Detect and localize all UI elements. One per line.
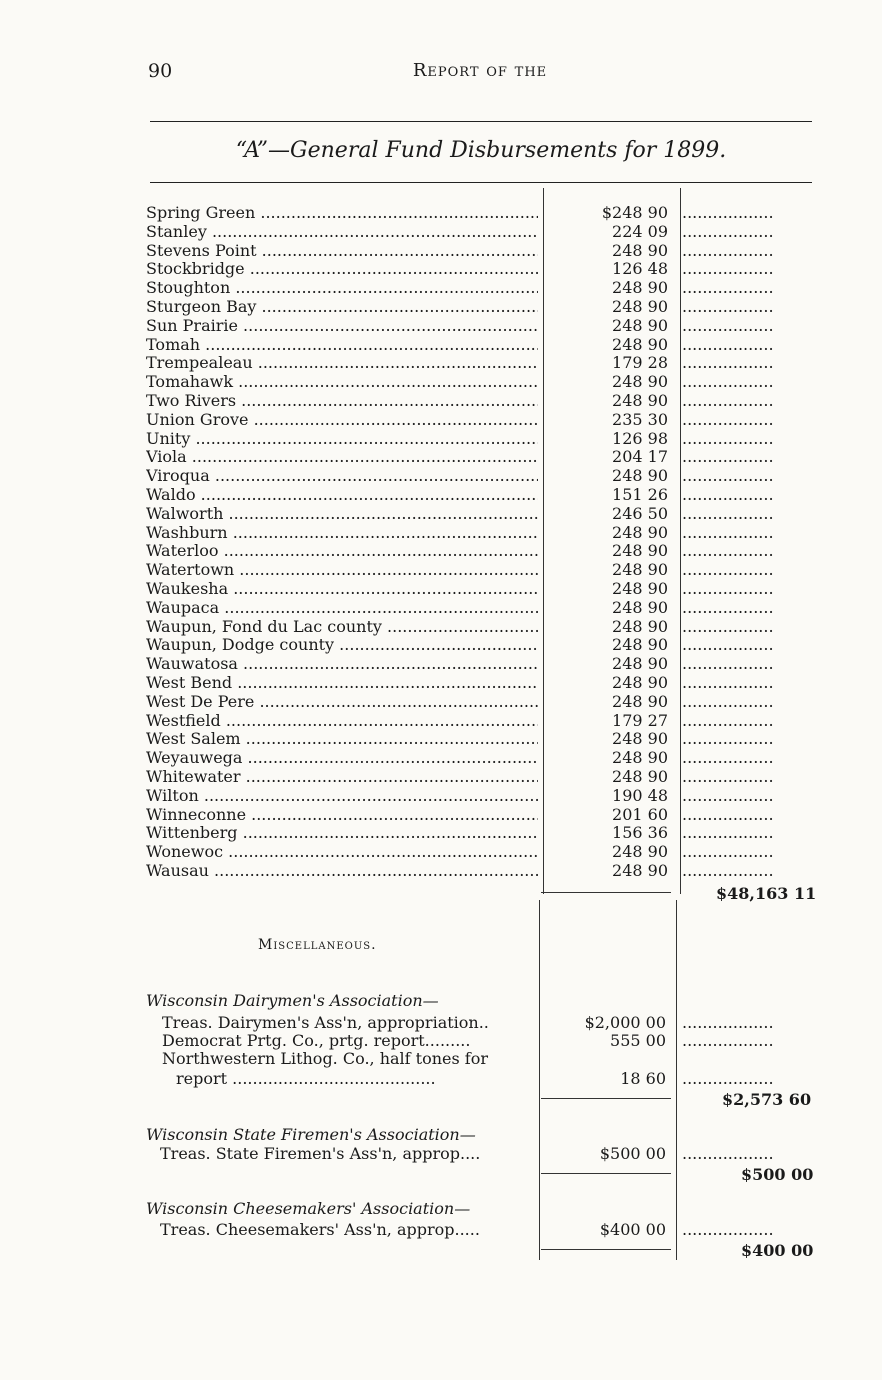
dairymen-filler-2: .................. [682,1031,774,1050]
cheesemakers-total: $400 00 [741,1241,814,1260]
table-row [146,824,816,843]
total-column-filler: .................. [682,241,774,260]
firemen-item: Treas. State Firemen's Ass'n, approp.... [160,1144,481,1163]
total-column-filler: .................. [682,504,774,523]
table-row [146,373,816,392]
total-column-filler: .................. [682,711,774,730]
cheesemakers-item: Treas. Cheesemakers' Ass'n, approp..... [160,1220,480,1239]
town-name: Wonewoc ..... [146,843,538,862]
page-number: 90 [148,60,173,82]
title-rule [150,182,812,183]
town-name: Westfield ..... [146,712,538,731]
table-row [146,730,816,749]
town-amount: 246 50 [612,503,668,523]
total-column-filler: .................. [682,523,774,542]
total-column-filler: .................. [682,579,774,598]
table-row [146,636,816,655]
town-amount: 201 60 [612,804,668,824]
town-name: Winneconne ..... [146,806,538,825]
town-name: Wausau ..... [146,862,538,881]
town-amount: 248 90 [612,860,668,880]
dairymen-amount-2: 555 00 [610,1031,666,1050]
miscellaneous-heading: Miscellaneous. [258,937,377,953]
total-column-filler: .................. [682,617,774,636]
total-column-filler: .................. [682,373,774,392]
town-name: West De Pere ..... [146,693,538,712]
dairymen-item-3: Northwestern Lithog. Co., half tones for [162,1049,489,1068]
firemen-heading: Wisconsin State Firemen's Association— [146,1125,476,1144]
table-row [146,674,816,693]
total-column-filler: .................. [682,335,774,354]
firemen-total: $500 00 [741,1165,814,1184]
cheesemakers-subtotal-rule [541,1249,671,1250]
table-row [146,317,816,336]
total-column-filler: .................. [682,561,774,580]
town-amount: 248 90 [612,616,668,636]
town-name: Tomah ..... [146,336,538,355]
town-amount: 248 90 [612,748,668,768]
town-name: Stevens Point ..... [146,242,538,261]
town-name: Two Rivers ..... [146,392,538,411]
town-name: Unity ..... [146,430,538,449]
town-amount: 248 90 [612,541,668,561]
table-row [146,505,816,524]
cheesemakers-amount: $400 00 [599,1220,666,1239]
town-amount: 248 90 [612,560,668,580]
disbursement-rows [146,204,816,881]
town-amount: 248 90 [612,691,668,711]
total-column-filler: .................. [682,824,774,843]
top-rule [150,121,812,122]
total-column-filler: .................. [682,297,774,316]
table-row [146,467,816,486]
town-amount: 248 90 [612,466,668,486]
town-amount: 224 09 [612,221,668,241]
dairymen-total: $2,573 60 [722,1090,812,1109]
town-amount: 248 90 [612,315,668,335]
firemen-amount: $500 00 [599,1144,666,1163]
cheesemakers-filler: .................. [682,1220,774,1239]
town-name: West Bend ..... [146,674,538,693]
town-name: Wittenberg ..... [146,824,538,843]
town-amount: 235 30 [612,409,668,429]
total-column-filler: .................. [682,786,774,805]
firemen-filler: .................. [682,1144,774,1163]
town-name: Tomahawk ..... [146,373,538,392]
subtotal-rule [541,892,671,893]
town-name: Whitewater ..... [146,768,538,787]
total-column-filler: .................. [682,542,774,561]
town-amount: 248 90 [612,672,668,692]
table-row [146,279,816,298]
table-row [146,411,816,430]
dairymen-subtotal-rule [541,1098,671,1099]
total-column-filler: .................. [682,805,774,824]
town-name: Washburn ..... [146,524,538,543]
table-row [146,542,816,561]
firemen-subtotal-rule [541,1173,671,1174]
table-row [146,430,816,449]
town-name: West Salem ..... [146,730,538,749]
dairymen-heading: Wisconsin Dairymen's Association— [146,991,439,1010]
town-name: Wauwatosa ..... [146,655,538,674]
dairymen-item-1: Treas. Dairymen's Ass'n, appropriation.. [162,1013,489,1032]
town-name: Wilton ..... [146,787,538,806]
total-column-filler: .................. [682,467,774,486]
table-row [146,298,816,317]
table-row [146,862,816,881]
total-column-filler: .................. [682,410,774,429]
town-name: Stoughton ..... [146,279,538,298]
table-row [146,768,816,787]
town-amount: 248 90 [612,578,668,598]
town-name: Viroqua ..... [146,467,538,486]
town-amount: 248 90 [612,334,668,354]
total-column-filler: .................. [682,673,774,692]
town-name: Waupaca ..... [146,599,538,618]
total-column-filler: .................. [682,636,774,655]
town-amount: 179 28 [612,353,668,373]
town-name: Sun Prairie ..... [146,317,538,336]
town-amount: 248 90 [612,522,668,542]
total-column-filler: .................. [682,279,774,298]
total-column-filler: .................. [682,655,774,674]
table-row [146,242,816,261]
town-name: Spring Green ..... [146,204,538,223]
table-row [146,806,816,825]
town-name: Watertown ..... [146,561,538,580]
table-row [146,693,816,712]
dairymen-item-2: Democrat Prtg. Co., prtg. report......... [162,1031,471,1050]
town-name: Waupun, Dodge county ..... [146,636,538,655]
column-rule-2-lower [676,900,677,1260]
total-column-filler: .................. [682,204,774,222]
total-column-filler: .................. [682,843,774,862]
table-row [146,336,816,355]
town-amount: 248 90 [612,766,668,786]
table-row [146,599,816,618]
table-row [146,561,816,580]
table-row [146,712,816,731]
town-name: Viola ..... [146,448,538,467]
total-column-filler: .................. [682,448,774,467]
town-name: Weyauwega ..... [146,749,538,768]
town-name: Stanley ..... [146,223,538,242]
dairymen-filler-1: .................. [682,1013,774,1032]
town-amount: 248 90 [612,729,668,749]
town-name: Stockbridge ..... [146,260,538,279]
total-column-filler: .................. [682,730,774,749]
town-amount: 248 90 [612,390,668,410]
town-name: Walworth ..... [146,505,538,524]
town-amount: 126 48 [612,259,668,279]
town-name: Union Grove ..... [146,411,538,430]
town-amount: 248 90 [612,372,668,392]
total-column-filler: .................. [682,749,774,768]
total-column-filler: .................. [682,429,774,448]
town-amount: 248 90 [612,635,668,655]
total-column-filler: .................. [682,767,774,786]
dairymen-filler-4: .................. [682,1069,774,1088]
table-row [146,448,816,467]
town-amount: 126 98 [612,428,668,448]
table-row [146,655,816,674]
total-column-filler: .................. [682,485,774,504]
town-name: Trempealeau ..... [146,354,538,373]
dairymen-amount-1: $2,000 00 [584,1013,666,1032]
town-name: Waukesha ..... [146,580,538,599]
town-amount: 190 48 [612,785,668,805]
table-row [146,260,816,279]
running-title: Report of the [412,60,548,81]
town-amount: 248 90 [612,654,668,674]
town-amount: 151 26 [612,484,668,504]
page-header [148,58,812,88]
table-row [146,618,816,637]
table-row [146,787,816,806]
town-amount: 248 90 [612,240,668,260]
table-row [146,204,816,223]
town-amount: 179 27 [612,710,668,730]
town-amount: 204 17 [612,447,668,467]
town-name: Waterloo ..... [146,542,538,561]
town-amount: 248 90 [612,842,668,862]
total-column-filler: .................. [682,260,774,279]
town-amount: 248 90 [612,597,668,617]
town-amount: 248 90 [612,278,668,298]
table-row [146,580,816,599]
town-amount: 156 36 [612,823,668,843]
town-amount: 248 90 [612,296,668,316]
town-name: Waupun, Fond du Lac county ..... [146,618,538,637]
total-column-filler: .................. [682,861,774,880]
total-column-filler: .................. [682,354,774,373]
total-column-filler: .................. [682,222,774,241]
total-column-filler: .................. [682,391,774,410]
table-row [146,223,816,242]
total-column-filler: .................. [682,598,774,617]
towns-total: $48,163 11 [716,884,817,903]
town-amount: $248 90 [601,203,668,222]
total-column-filler: .................. [682,316,774,335]
dairymen-amount-4: 18 60 [620,1069,666,1088]
table-row [146,524,816,543]
table-row [146,749,816,768]
table-row [146,843,816,862]
town-name: Waldo ..... [146,486,538,505]
table-row [146,392,816,411]
town-name: Sturgeon Bay ..... [146,298,538,317]
table-title: “A”—General Fund Disbursements for 1899. [235,138,727,163]
dairymen-item-4: report ........................................ [176,1069,436,1088]
table-row [146,486,816,505]
cheesemakers-heading: Wisconsin Cheesemakers' Association— [146,1199,471,1218]
table-row [146,354,816,373]
total-column-filler: .................. [682,692,774,711]
